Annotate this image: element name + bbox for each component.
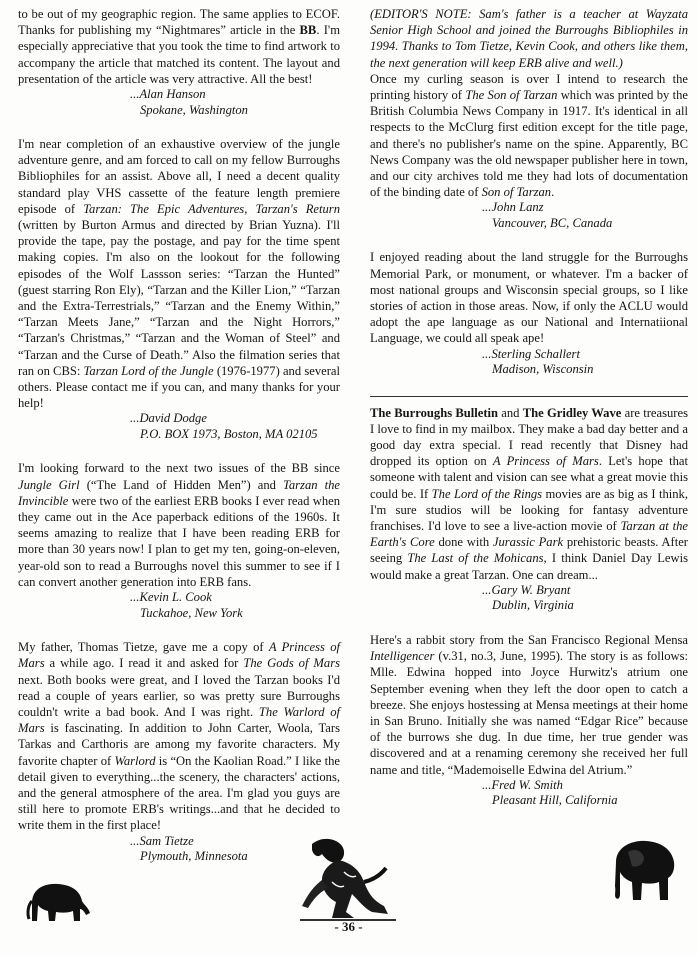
letter-body: Here's a rabbit story from the San Francisco Regional Mensa Intelligencer (v.31, no.3, June, 1995). The story is as follows: Mlle. Edwina hopped into Joyce Hurwitz's atrium one September evening when they left the door open to catch a breeze. She enjoys hostessing at Mensa meetings at their home in San Bruno. Initially she was named “Edgar Rice” because of the burrows she dug. In due time, her true gender was discovered and at a renaming ceremony she received her full name and title, “Mademoiselle Edwina del Atrium.” (370, 632, 688, 777)
letter-body: I'm looking forward to the next two issues of the BB since Jungle Girl (“The Land of Hidden Men”) and Tarzan the Invincible were two of the earliest ERB books I ever read when they came out in the Ace paperback editions of the 1960s. It seems amazing to realize that I have been reading ERB for more than 30 years now! I plan to get my ten, going-on-eleven, year-old son to read a Burroughs novel this summer to see if I can convert another generation into ERB fans. (18, 461, 340, 589)
signature (130, 590, 340, 621)
left-column (18, 6, 340, 883)
letter-body: My father, Thomas Tietze, gave me a copy of A Princess of Mars a while ago. I read it and asked for The Gods of Mars next. Both books were great, and I loved the Tarzan books I'd read a couple of years earlier, so was pretty sure Burroughs couldn't write a bad book. And I was right. The Warlord of Mars is fascinating. In addition to John Carter, Woola, Tars Tarkas and Carthoris are among my favorite characters. My favorite chapter of Warlord is “On the Kaolian Road.” I like the detail given to everything...the scenery, the characters' actions, and the general atmosphere of the area. I'm glad you guys are still here to promote ERB's writings...and that he decided to write them in the first place! (18, 640, 341, 833)
letter-body: I enjoyed reading about the land struggle for the Burroughs Memorial Park, or monument, or whatever. I'm a backer of most national groups and Wisconsin special groups, so I like stories of action in those areas. Now, if only the ACLU would adopt the ape language as our National and Internatiional Language, we could all speak ape! (370, 250, 688, 346)
page-number: - 36 - (334, 919, 363, 934)
signature (482, 347, 688, 378)
signature (482, 778, 688, 809)
signature (482, 200, 688, 231)
divider-rule (370, 396, 688, 397)
signature-place: Vancouver, BC, Canada (492, 215, 613, 230)
signature-name: ...John Lanz (482, 200, 544, 215)
signature (130, 411, 340, 442)
letter-schallert (370, 249, 688, 377)
letter-body: Once my curling season is over I intend to research the printing history of The Son of Tarzan which was printed by the British Columbia News Company in 1917. It's identical in all respects to the McClurg first edition except for the title page, and there's no publisher's name on the spine. Apparently, BC News Company was the old newspaper publisher here in town, and our city archives told me they had lots of documentation of the binding date of Son of Tarzan. (370, 71, 688, 200)
tarzan-illustration (292, 832, 402, 924)
editor-note: (EDITOR'S NOTE: Sam's father is a teacher at Wayzata Senior High School and joined the Burroughs Bibliophiles in 1994. Thanks to Tom Tietze, Kevin Cook, and others like them, the next generation will keep ERB alive and well.) (370, 7, 688, 70)
letter-bryant (370, 405, 688, 614)
letter-cook (18, 460, 340, 621)
signature-place: Plymouth, Minnesota (140, 849, 248, 864)
right-column (370, 6, 688, 827)
letter-tietze (18, 639, 340, 864)
signature-place: Tuckahoe, New York (140, 605, 243, 620)
signature-place: Madison, Wisconsin (492, 362, 594, 377)
signature-place: P.O. BOX 1973, Boston, MA 02105 (140, 426, 318, 441)
letter-body: to be out of my geographic region. The same applies to ECOF. Thanks for publishing my “Nightmares” article in the BB. I'm especially appreciative that you took the time to find artwork to accompany the article that matched its content. The layout and presentation of the article was very attractive. All the best! (18, 7, 340, 86)
signature (130, 87, 340, 118)
letter-body: I'm near completion of an exhaustive overview of the jungle adventure genre, and am forced to call on my fellow Burroughs Bibliophiles for an assist. Above all, I need a decent quality standard play VHS cassette of the feature length premiere episode of Tarzan: The Epic Adventures, Tarzan's Return (written by Burton Armus and directed by Brian Yuzna). I'll provide the tape, pay the postage, and pay for the time spent making copies. I'm also on the lookout for the following episodes of the Wolf Lassson series: “Tarzan the Hunted” (guest starring Ron Ely), “Tarzan and the Killer Lion,” “Tarzan and the Extra-Terrestrials,” “Tarzan and the Enemy Within,” “Tarzan Meets Jane,” “Tarzan and the Night Horrors,” “Tarzan's Christmas,” “Tarzan and the Woman of Steel” and “Tarzan and the Curse of Death.” Also the filmation series that ran on CBS: Tarzan Lord of the Jungle (1976-1977) and several others. Please contact me if you can, and many thanks for your help! (18, 137, 340, 411)
signature-place: Pleasant Hill, California (492, 793, 618, 808)
letter-body: The Burroughs Bulletin and The Gridley Wave are treasures I love to find in my mailbox. They make a bad day better and a good day extra special. I read recently that Disney had dropped its option on A Princess of Mars. Let's hope that someone with talent and vision can see what a great movie this could be. If The Lord of the Rings movies are as big as I think, I'm sure studios will be looking for fantasy adventure franchises. I'd love to see a live-action movie of Tarzan at the Earth's Core done with Jurassic Park prehistoric beasts. After seeing The Last of the Mohicans, I think Daniel Day Lewis would make a great Tarzan. One can dream... (370, 405, 688, 582)
signature-name: ...Fred W. Smith (482, 777, 563, 792)
signature-name: ...Sam Tietze (130, 833, 194, 848)
signature (482, 583, 688, 614)
signature-place: Spokane, Washington (140, 102, 248, 117)
letter-dodge (18, 136, 340, 442)
signature-name: ...Sterling Schallert (482, 346, 580, 361)
letter-smith (370, 632, 688, 809)
elephant-icon (608, 836, 682, 906)
signature-place: Dublin, Virginia (492, 598, 574, 613)
letter-lanz (370, 71, 688, 232)
signature-name: ...Alan Hanson (130, 87, 206, 102)
signature-name: ...Kevin L. Cook (130, 590, 212, 605)
letter-hanson (18, 6, 340, 118)
elephant-icon (22, 875, 94, 925)
signature-name: ...David Dodge (130, 411, 207, 426)
signature-name: ...Gary W. Bryant (482, 582, 571, 597)
